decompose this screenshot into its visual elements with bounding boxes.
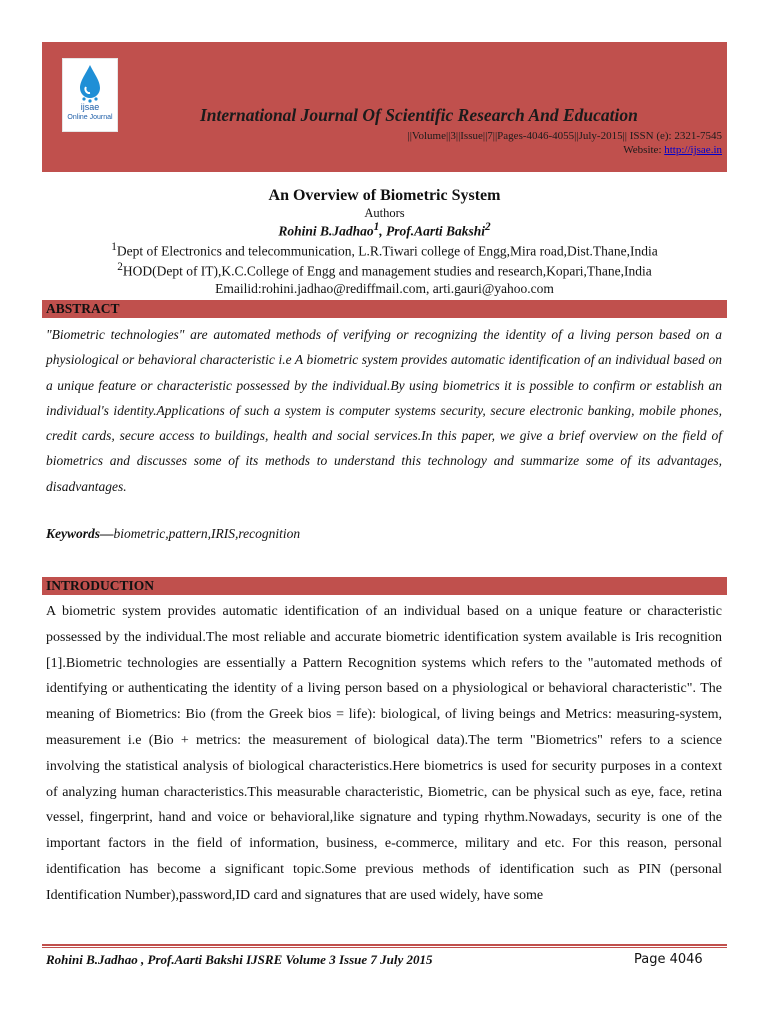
abstract-text: "Biometric technologies" are automated methods of verifying or recognizing the identity of a living person based on a physiological or behavioral characteristic i.e A biometric system provides automatic identification of an individual based on a unique feature or characteristic possessed by the individual.By using biometrics it is possible to confirm or establish an individual's identity.Applications of such a system is computer systems security, secure electronic banking, mobile phones, credit cards, secure access to buildings, health and social services.In this paper, we give a brief overview on the field of biometrics and discusses some of its methods to understand this technology and summarize some of its advantages, disadvantages. (46, 327, 722, 494)
author-1-sup: 1 (373, 221, 380, 233)
abstract-heading: ABSTRACT (42, 300, 727, 318)
introduction-heading: INTRODUCTION (42, 577, 727, 595)
footer-citation: Rohini B.Jadhao , Prof.Aarti Bakshi IJSRE Volume 3 Issue 7 July 2015 (46, 952, 433, 967)
authors-label: Authors (364, 206, 405, 220)
affiliation-2-sup: 2 (117, 261, 123, 273)
keywords-line (46, 526, 722, 542)
journal-logo (62, 58, 118, 132)
journal-title: International Journal Of Scientific Research And Education (200, 105, 638, 125)
author-2-sup: 2 (485, 221, 491, 233)
author-1: Rohini B.Jadhao (278, 223, 374, 239)
author-emails: Emailid:rohini.jadhao@rediffmail.com, arti.gauri@yahoo.com (215, 281, 554, 296)
affiliation-1-text: Dept of Electronics and telecommunication, L.R.Tiwari college of Engg,Mira road,Dist.Thane,India (116, 243, 658, 259)
logo-subtitle: Online Journal (67, 114, 113, 121)
author-names (42, 221, 727, 240)
keywords-label: Keywords— (46, 526, 114, 541)
introduction-text: A biometric system provides automatic identification of an individual based on a unique feature or characteristic possessed by the individual.The most reliable and accurate biometric identification system available is Iris recognition [1].Biometric technologies are essentially a Pattern Recognition systems which refers to the "automated methods of identifying or authenticating the identity of a living person based on a physiological or behavioral characteristic". The meaning of Biometrics: Bio (from the Greek bios = life): biological, of living beings and Metrics: measuring-system, measurement i.e (Bio + metrics: the measurement of biological data).The term "Biometrics" refers to a science involving the statistical analysis of biological characteristics.Here biometrics is used for security purposes in a context of analyzing human characteristics.This measurable characteristic, Biometric, can be physical such as eye, face, retina vessel, fingerprint, hand and voice or behavioral,like signature and typing rhythm.Nowadays, security is one of the important factors in the field of information, business, e-commerce, military and etc. For this reason, personal identification has become a significant topic.Some previous methods of identification such as PIN (personal Identification Number),password,ID card and signatures that are used widely, have some (46, 604, 722, 903)
affiliation-2 (42, 261, 727, 280)
author-2: Prof.Aarti Bakshi (386, 223, 486, 239)
page-number: Page 4046 (634, 952, 703, 967)
journal-website (623, 144, 722, 156)
journal-header-band (42, 42, 727, 172)
affiliation-2-text: HOD(Dept of IT),K.C.College of Engg and management studies and research,Kopari,Thane,India (122, 263, 652, 279)
water-drop-icon (76, 63, 104, 103)
author-separator: , (379, 223, 386, 239)
affiliation-1-sup: 1 (111, 241, 117, 253)
journal-issue-line: ||Volume||3||Issue||7||Pages-4046-4055||July-2015|| ISSN (e): 2321-7545 (407, 130, 722, 142)
keywords-text: biometric,pattern,IRIS,recognition (113, 526, 301, 541)
paper-title: An Overview of Biometric System (268, 187, 501, 204)
website-label: Website: (623, 144, 665, 156)
logo-name: ijsae (80, 102, 100, 112)
affiliation-1 (42, 241, 727, 260)
website-link[interactable]: http://ijsae.in (664, 144, 722, 156)
footer-divider-thin (42, 947, 727, 948)
footer-divider (42, 944, 727, 946)
